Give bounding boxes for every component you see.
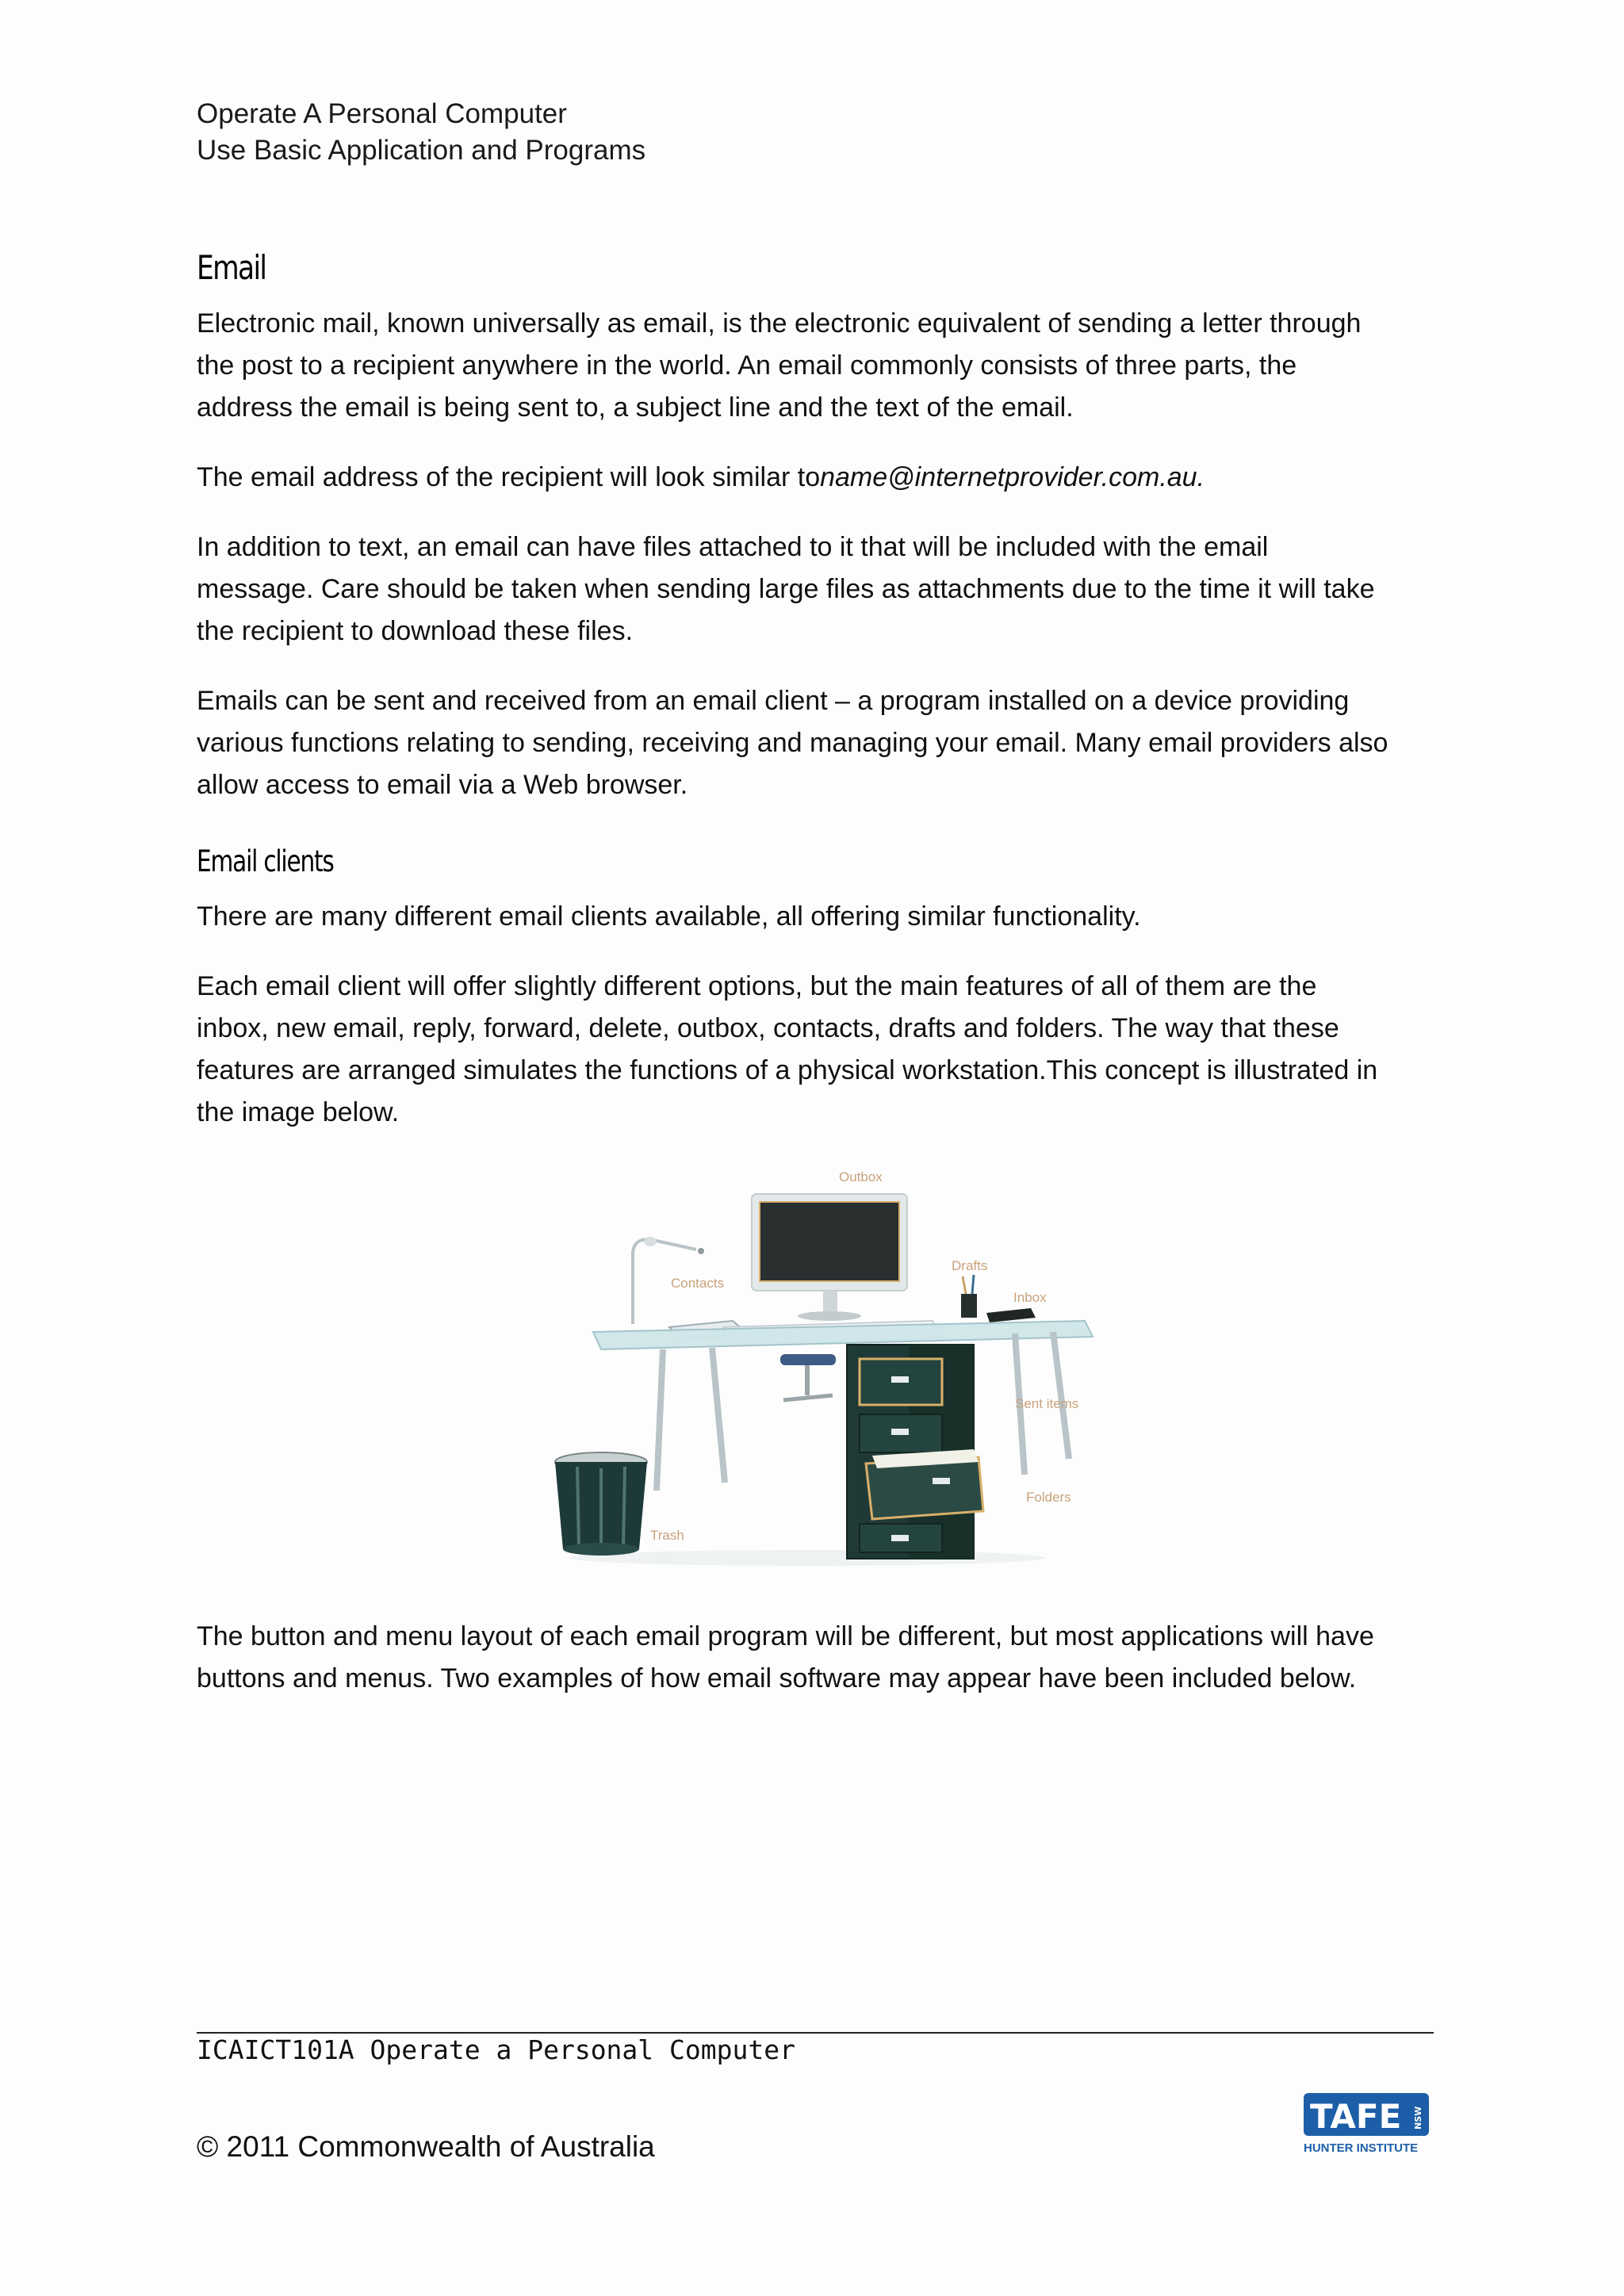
- text-line: allow access to email via a Web browser.: [197, 770, 688, 800]
- tafe-logo-text: TAFE: [1310, 2097, 1402, 2136]
- filing-cabinet-icon: [847, 1345, 983, 1559]
- text-segment: The email address of the recipient will look similar to: [197, 462, 821, 492]
- text-line: message. Care should be taken when sending large files as attachments due to the time it will take: [197, 574, 1375, 604]
- text-line: buttons and menus. Two examples of how email software may appear have been included below.: [197, 1663, 1357, 1693]
- text-line: inbox, new email, reply, forward, delete, outbox, contacts, drafts and folders. The way that these: [197, 1013, 1339, 1043]
- document-page: [197, 0, 1434, 2296]
- text-line: Electronic mail, known universally as email, is the electronic equivalent of sending a letter through: [197, 308, 1362, 339]
- pen-cup-icon: [961, 1275, 977, 1318]
- text-line: the recipient to download these files.: [197, 616, 634, 646]
- chair-icon: [780, 1354, 836, 1400]
- text-line: [197, 457, 1434, 499]
- workstation-svg: [546, 1158, 1323, 1570]
- running-header-subtitle: Use Basic Application and Programs: [197, 135, 646, 166]
- inbox-tray-icon: [986, 1308, 1036, 1322]
- text-line: Each email client will offer slightly different options, but the main features of all of them are the: [197, 971, 1317, 1001]
- text-line: In addition to text, an email can have files attached to it that will be included with the email: [197, 532, 1269, 562]
- label-folders: Folders: [1026, 1490, 1071, 1505]
- paragraph-clients-available: [197, 896, 1434, 938]
- trash-can-icon: [555, 1452, 647, 1556]
- tafe-logo-svg: [1299, 2091, 1434, 2156]
- text-line: the image below.: [197, 1097, 400, 1127]
- label-inbox: Inbox: [1013, 1290, 1047, 1305]
- text-line: address the email is being sent to, a subject line and the text of the email.: [197, 392, 1074, 423]
- text-line: The button and menu layout of each email program will be different, but most applications will have: [197, 1621, 1374, 1651]
- text-line: features are arranged simulates the functions of a physical workstation.This concept is illustrated in: [197, 1055, 1378, 1085]
- paragraph-email-intro: [197, 303, 1434, 429]
- heading-email-clients: Email clients: [197, 844, 334, 878]
- footer-course-code: ICAICT101A Operate a Personal Computer: [197, 2034, 795, 2065]
- text-line: various functions relating to sending, receiving and managing your email. Many email providers also: [197, 728, 1388, 758]
- running-header-title: Operate A Personal Computer: [197, 98, 567, 129]
- paragraph-attachments: [197, 526, 1434, 652]
- monitor-icon: [752, 1194, 907, 1321]
- text-line: the post to a recipient anywhere in the world. An email commonly consists of three parts, the: [197, 350, 1297, 381]
- label-contacts: Contacts: [671, 1276, 725, 1291]
- workstation-illustration: [546, 1158, 1323, 1570]
- tafe-logo: [1299, 2091, 1434, 2156]
- text-line: Emails can be sent and received from an email client – a program installed on a device providing: [197, 686, 1350, 716]
- text-line: There are many different email clients available, all offering similar functionality.: [197, 901, 1141, 932]
- tafe-logo-subtext: HUNTER INSTITUTE: [1304, 2141, 1419, 2155]
- label-trash: Trash: [650, 1528, 684, 1543]
- paragraph-email-address: [197, 457, 1434, 499]
- footer-copyright: © 2011 Commonwealth of Australia: [197, 2130, 655, 2163]
- heading-email: Email: [197, 248, 266, 287]
- paragraph-email-client: [197, 680, 1434, 806]
- tafe-logo-side-text: NSW: [1413, 2106, 1423, 2130]
- paragraph-layout-examples: [197, 1616, 1434, 1700]
- paragraph-client-features: [197, 966, 1434, 1134]
- label-sent-items: Sent items: [1015, 1396, 1079, 1411]
- label-drafts: Drafts: [952, 1258, 988, 1273]
- label-outbox: Outbox: [839, 1169, 883, 1184]
- example-email-address: name@internetprovider.com.au.: [820, 462, 1205, 492]
